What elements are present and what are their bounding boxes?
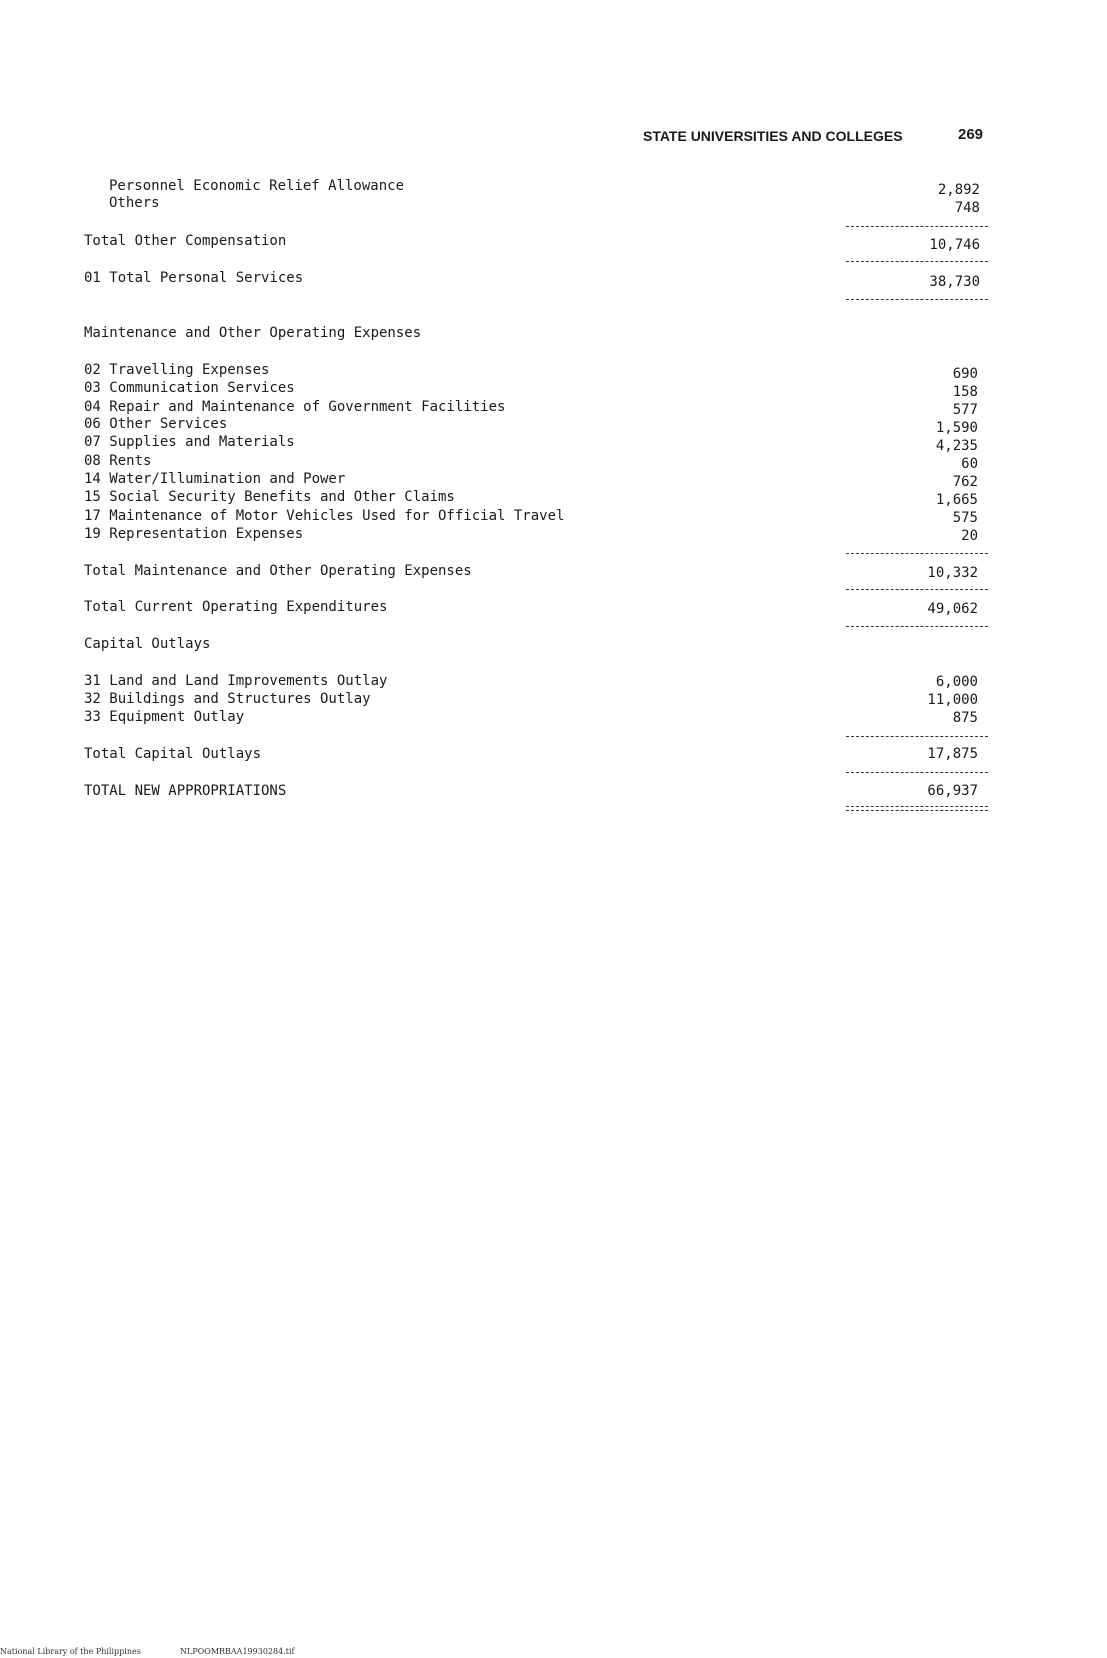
line-label: 04 Repair and Maintenance of Government Facilities [84,399,506,415]
subtotal-label: Total Current Operating Expenditures [84,599,388,615]
line-value: 4,235 [935,438,978,454]
line-value: 11,000 [927,692,978,708]
line-value: 2,892 [937,182,980,198]
line-label: 14 Water/Illumination and Power [84,471,346,487]
line-label: 32 Buildings and Structures Outlay [84,691,371,707]
subtotal-label: Total Maintenance and Other Operating Expenses [84,563,472,579]
line-value: 690 [952,366,978,382]
line-value: 575 [952,510,978,526]
subtotal-label: Total Other Compensation [84,233,287,249]
subtotal-rule [846,299,988,300]
line-value: 875 [952,710,978,726]
section-heading: Capital Outlays [84,636,211,652]
line-value: 20 [961,528,978,544]
subtotal-value: 17,875 [927,746,978,762]
line-label: 17 Maintenance of Motor Vehicles Used for Official Travel [84,508,565,524]
line-value: 577 [952,402,978,418]
line-label: 07 Supplies and Materials [84,434,295,450]
line-label: Personnel Economic Relief Allowance [109,178,405,194]
subtotal-label: 01 Total Personal Services [84,270,304,286]
subtotal-value: 49,062 [927,601,978,617]
page-header-title: STATE UNIVERSITIES AND COLLEGES [643,128,903,144]
line-label: 08 Rents [84,453,152,469]
page-number: 269 [958,126,984,143]
subtotal-value: 38,730 [929,274,980,290]
section-heading: Maintenance and Other Operating Expenses [84,325,422,341]
line-label: Others [109,195,160,211]
grand-total-label: TOTAL NEW APPROPRIATIONS [84,783,287,799]
line-label: 02 Travelling Expenses [84,362,270,378]
subtotal-value: 10,332 [927,565,978,581]
line-value: 1,665 [935,492,978,508]
line-value: 762 [952,474,978,490]
line-value: 1,590 [935,420,978,436]
footer-library: National Library of the Philippines [0,1647,141,1656]
line-label: 31 Land and Land Improvements Outlay [84,673,388,689]
subtotal-rule [846,226,988,227]
subtotal-rule [846,261,988,262]
subtotal-rule [846,736,988,737]
grand-total-value: 66,937 [927,783,978,799]
subtotal-rule [846,626,988,627]
footer-file: NLPOOMRBAA19930284.tif [180,1647,295,1656]
line-value: 748 [954,200,980,216]
line-value: 158 [952,384,978,400]
subtotal-rule [846,553,988,554]
line-label: 19 Representation Expenses [84,526,304,542]
line-value: 6,000 [935,674,978,690]
line-value: 60 [961,456,978,472]
line-label: 33 Equipment Outlay [84,709,245,725]
grand-total-double-rule-bottom [846,810,988,811]
line-label: 06 Other Services [84,416,228,432]
line-label: 15 Social Security Benefits and Other Claims [84,489,455,505]
line-label: 03 Communication Services [84,380,295,396]
subtotal-value: 10,746 [929,237,980,253]
grand-total-double-rule-top [846,806,988,807]
subtotal-label: Total Capital Outlays [84,746,262,762]
subtotal-rule [846,772,988,773]
subtotal-rule [846,589,988,590]
